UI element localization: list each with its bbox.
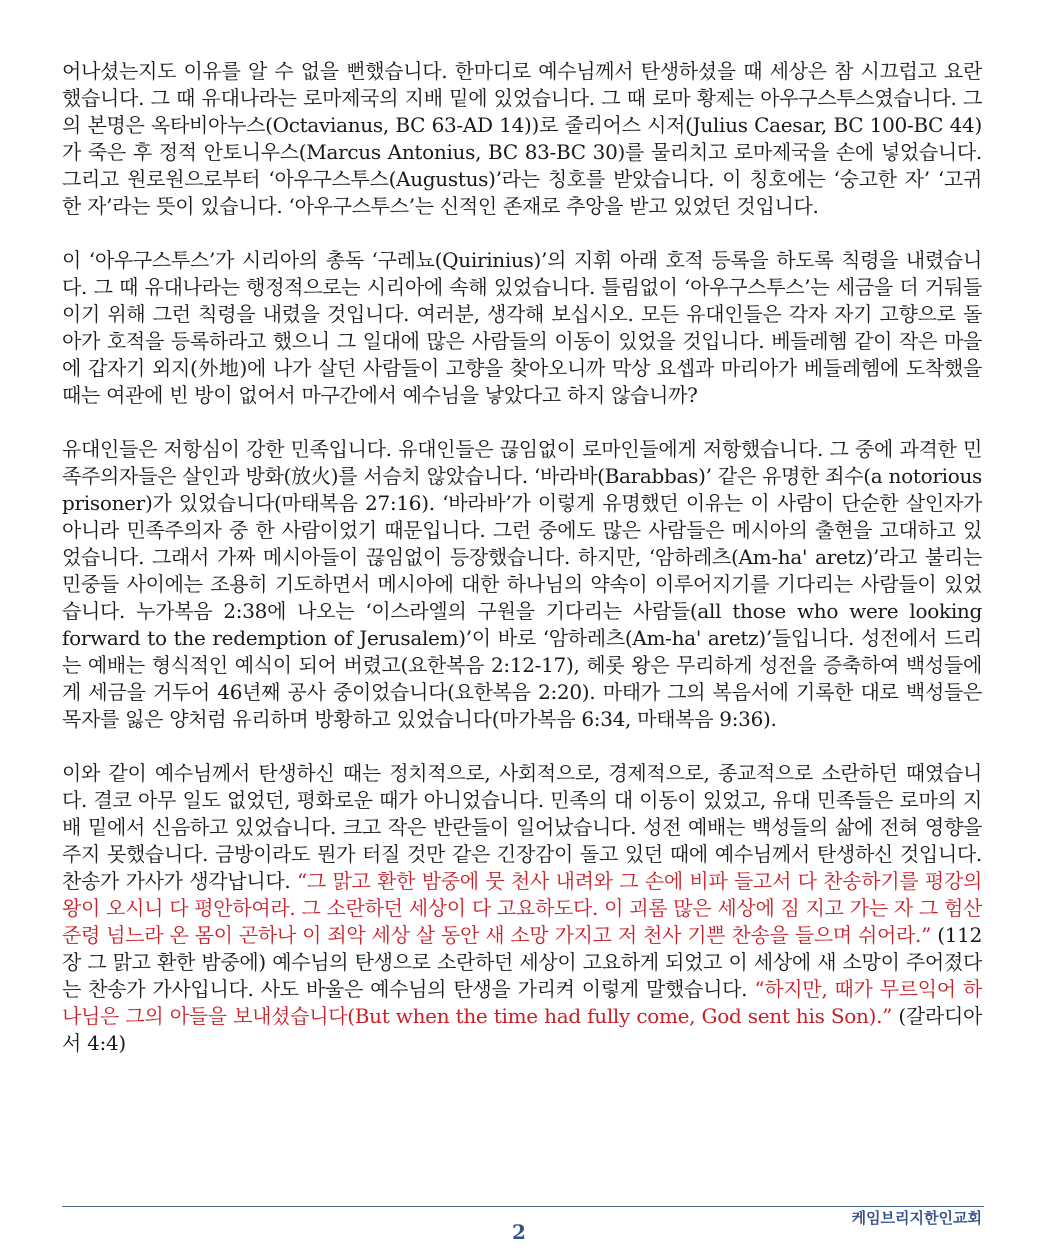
church-name: 케임브리지한인교회 xyxy=(851,1209,982,1227)
page-number: 2 xyxy=(512,1220,526,1244)
hymn-quote: “그 맑고 환한 밤중에 뭇 천사 내려와 그 손에 비파 들고서 다 찬송하기를 평강의 왕이 오시니 다 평안하여라. 그 소란하던 세상이 다 고요하도다. 이 괴롬 많은 세상에 짐 지고 가는 자 그 험산 준령 넘느라 온 몸이 곤하나 이 죄악 세상 살 동안 새 소망 가지고 저 천사 기쁜 찬송을 들으며 쉬어라.” xyxy=(62,869,982,947)
paragraph-2-text: 이 ‘아우구스투스’가 시리아의 총독 ‘구레뇨(Quirinius)’의 지휘 아래 호적 등록을 하도록 칙령을 내렸습니다. 그 때 유대나라는 행정적으로는 시리아에 속해 있었습니다. 틀림없이 ‘아우구스투스’는 세금을 더 거둬들이기 위해 그런 칙령을 내렸을 것입니다. 여러분, 생각해 보십시오. 모든 유대인들은 각자 자기 고향으로 돌아가 호적을 등록하라고 했으니 그 일대에 많은 사람들의 이동이 있었을 것입니다. 베들레헴 같이 작은 마을에 갑자기 외지(外地)에 나가 살던 사람들이 고향을 찾아오니까 막상 요셉과 마리아가 베들레헴에 도착했을 때는 여관에 빈 방이 없어서 마구간에서 예수님을 낳았다고 하지 않습니까? xyxy=(62,248,982,407)
body-text xyxy=(62,58,982,1084)
paragraph-1 xyxy=(62,58,982,220)
paragraph-3 xyxy=(62,436,982,733)
footer-divider xyxy=(62,1206,984,1207)
paragraph-1-text: 어나셨는지도 이유를 알 수 없을 뻔했습니다. 한마디로 예수님께서 탄생하셨을 때 세상은 참 시끄럽고 요란했습니다. 그 때 유대나라는 로마제국의 지배 밑에 있었습니다. 그 때 로마 황제는 아우구스투스였습니다. 그의 본명은 옥타비아누스(Octavianus, BC 63-AD 14))로 줄리어스 시저(Julius Caesar, BC 100-BC 44)가 죽은 후 정적 안토니우스(Marcus Antonius, BC 83-BC 30)를 물리치고 로마제국을 손에 넣었습니다. 그리고 원로원으로부터 ‘아우구스투스(Augustus)’라는 칭호를 받았습니다. 이 칭호에는 ‘숭고한 자’ ‘고귀한 자’라는 뜻이 있습니다. ‘아우구스투스’는 신적인 존재로 추앙을 받고 있었던 것입니다. xyxy=(62,59,982,218)
paragraph-4 xyxy=(62,760,982,1057)
paragraph-2 xyxy=(62,247,982,409)
paragraph-4-text-b: (112장 그 맑고 환한 밤중에) 예수님의 탄생으로 소란하던 세상이 고요하게 되었고 이 세상에 새 소망이 주어졌다는 찬송가 가사입니다. 사도 바울은 예수님의 탄생을 가리켜 이렇게 말했습니다. xyxy=(62,923,982,1001)
paragraph-4-text-a: 이와 같이 예수님께서 탄생하신 때는 정치적으로, 사회적으로, 경제적으로, 종교적으로 소란하던 때였습니다. 결코 아무 일도 없었던, 평화로운 때가 아니었습니다. 민족의 대 이동이 있었고, 유대 민족들은 로마의 지배 밑에서 신음하고 있었습니다. 크고 작은 반란들이 일어났습니다. 성전 예배는 백성들의 삶에 전혀 영향을 주지 못했습니다. 금방이라도 뭔가 터질 것만 같은 긴장감이 돌고 있던 때에 예수님께서 탄생하신 것입니다. 찬송가 가사가 생각납니다. xyxy=(62,761,982,893)
paragraph-3-text: 유대인들은 저항심이 강한 민족입니다. 유대인들은 끊임없이 로마인들에게 저항했습니다. 그 중에 과격한 민족주의자들은 살인과 방화(放火)를 서슴치 않았습니다. ‘바라바(Barabbas)’ 같은 유명한 죄수(a notorious prisoner)가 있었습니다(마태복음 27:16). ‘바라바’가 이렇게 유명했던 이유는 이 사람이 단순한 살인자가 아니라 민족주의자 중 한 사람이었기 때문입니다. 그런 중에도 많은 사람들은 메시아의 출현을 고대하고 있었습니다. 그래서 가짜 메시아들이 끊임없이 등장했습니다. 하지만, ‘암하레츠(Am-ha' aretz)’라고 불리는 민중들 사이에는 조용히 기도하면서 메시아에 대한 하나님의 약속이 이루어지기를 기다리는 사람들이 있었습니다. 누가복음 2:38에 나오는 ‘이스라엘의 구원을 기다리는 사람들(all those who were looking forward to the redemption of Jerusalem)’이 바로 ‘암하레츠(Am-ha' aretz)’들입니다. 성전에서 드리는 예배는 형식적인 예식이 되어 버렸고(요한복음 2:12-17), 헤롯 왕은 무리하게 성전을 증축하여 백성들에게 세금을 거두어 46년째 공사 중이었습니다(요한복음 2:20). 마태가 그의 복음서에 기록한 대로 백성들은 목자를 잃은 양처럼 유리하며 방황하고 있었습니다(마가복음 6:34, 마태복음 9:36). xyxy=(62,437,982,731)
scripture-reference: (갈라디아서 4:4) xyxy=(62,1004,982,1055)
scripture-quote: “하지만, 때가 무르익어 하나님은 그의 아들을 보내셨습니다(But when the time had fully come, God sent his Son).” xyxy=(62,977,982,1028)
